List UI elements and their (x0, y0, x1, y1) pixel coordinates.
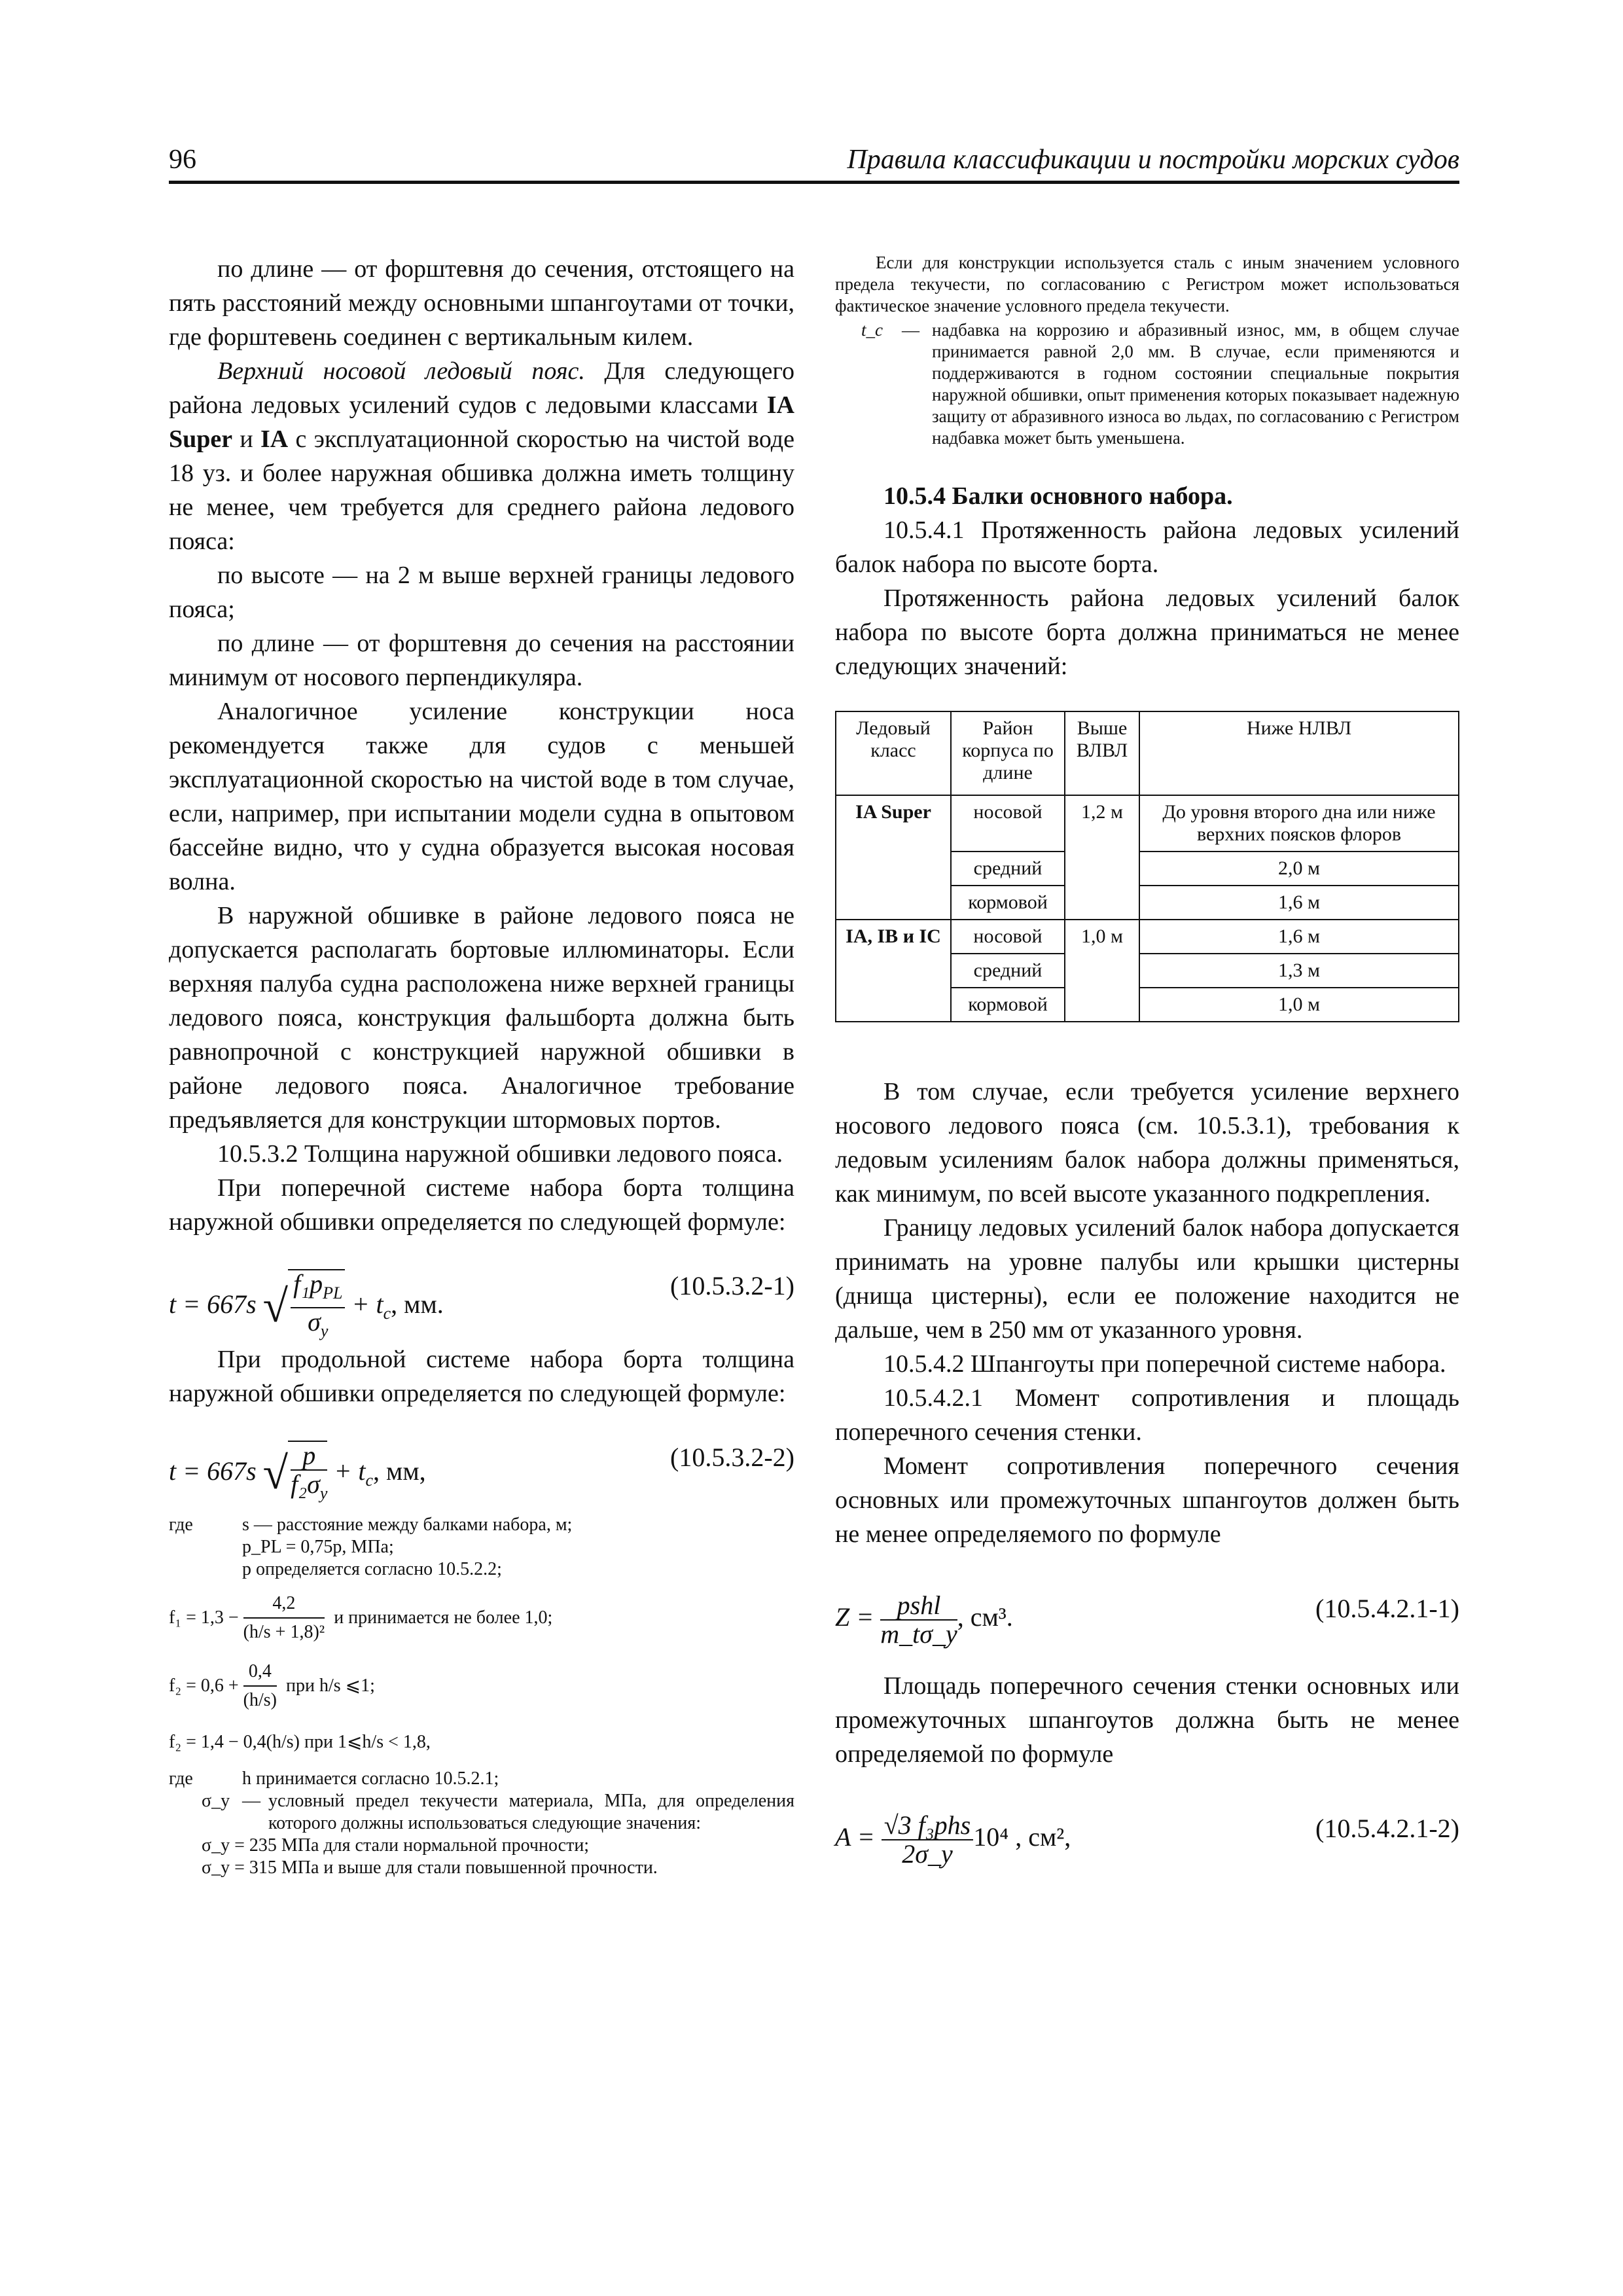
definition-row (169, 1835, 794, 1857)
definition: f₂ = 1,4 − 0,4(h/s) при 1⩽h/s < 1,8, (169, 1732, 431, 1752)
section-title: Толщина наружной обшивки ледового пояса. (298, 1140, 783, 1168)
fraction (291, 1270, 345, 1345)
text: σ (308, 1307, 321, 1336)
fraction (882, 1812, 974, 1868)
page-number: 96 (169, 145, 196, 175)
header-cell: Район корпуса по длине (951, 711, 1065, 795)
table-row (836, 920, 1459, 954)
where-label: где (169, 1515, 193, 1535)
formula-10-5-4-2-1-2 (835, 1797, 1459, 1869)
paragraph (169, 354, 794, 558)
page-header (169, 144, 1459, 184)
numerator (291, 1270, 345, 1308)
section-heading (835, 1347, 1459, 1381)
definition-row (169, 1558, 794, 1581)
above-cell: 1,2 м (1065, 795, 1139, 920)
denominator: 2σ_y (902, 1839, 953, 1869)
formula-lhs: t = 667s (169, 1456, 257, 1486)
paragraph: по длине — от форштевня до сечения на расстоянии минимум от носового перпендикуляра. (169, 630, 794, 691)
formula-10-5-4-2-1-1 (835, 1577, 1459, 1649)
section-heading (835, 513, 1459, 581)
below-cell: 1,6 м (1139, 886, 1459, 920)
text: с эксплуатационной скоростью на чистой воде 18 уз. и более наружная обшивка должна иметь толщину не менее, чем требуется для среднего района ледового пояса: (169, 425, 794, 555)
subscript: PL (323, 1283, 343, 1302)
definition: σ_y = 235 МПа для стали нормальной прочности; (202, 1835, 590, 1856)
fraction (880, 1592, 957, 1648)
below-cell: 1,3 м (1139, 954, 1459, 988)
text: + t (351, 1289, 383, 1319)
symbol: σ_y (202, 1791, 230, 1811)
region-cell: носовой (951, 795, 1065, 852)
section-number: 10.5.4.2.1 (883, 1384, 983, 1412)
formula-lhs: A = (835, 1822, 875, 1852)
denominator: (h/s + 1,8)² (243, 1622, 325, 1642)
definition-row (169, 1768, 794, 1790)
where-label: где (169, 1768, 193, 1789)
table-header-row (836, 711, 1459, 795)
formula-10-5-3-2-2 (169, 1426, 794, 1503)
unit: , мм, (373, 1456, 426, 1486)
text: f₁p (293, 1269, 323, 1299)
header-cell: Ниже НЛВЛ (1139, 711, 1459, 795)
below-cell: 1,0 м (1139, 988, 1459, 1022)
definition: надбавка на коррозию и абразивный износ, мм, в общем случае принимается равной 2,0 мм. В случае, если применяются и поддерживаются в годном состоянии специальные покрытия наружной обшивки, опыт применения которых показывает надежную защиту от абразивного износа во льдах, по согласованию с Регистром надбавка может быть уменьшена. (932, 320, 1459, 448)
paragraph: В том случае, если требуется усиление верхнего носового ледового пояса (см. 10.5.3.1), требования к ледовым усилениям балок набора должны применяться, как минимум, по всей высоте указанного подкрепления. (835, 1078, 1459, 1208)
ice-class: IA (260, 425, 289, 453)
text: f₂ = 0,6 + (169, 1676, 239, 1696)
paragraph: При поперечной системе набора борта толщина наружной обшивки определяется по следующей формуле: (169, 1174, 794, 1236)
formula-body (835, 1812, 1071, 1868)
text: и (232, 425, 261, 453)
section-number: 10.5.3.2 (217, 1140, 298, 1168)
definition: условный предел текучести материала, МПа, для определения которого должны использоваться следующие значения: (268, 1791, 794, 1833)
section-title: Момент сопротивления и площадь поперечного сечения стенки. (835, 1384, 1459, 1446)
dash: — (902, 320, 919, 340)
text: и принимается не более 1,0; (334, 1607, 553, 1628)
numerator: 4,2 (243, 1590, 325, 1619)
definition: σ_y = 315 МПа и выше для стали повышенной прочности. (202, 1857, 658, 1878)
formula-body (169, 1269, 444, 1345)
numerator: p (291, 1442, 327, 1471)
section-heading (169, 1137, 794, 1171)
running-title: Правила классификации и постройки морских судов (847, 145, 1459, 175)
italic-heading: Верхний носовой ледовый пояс. (217, 357, 585, 385)
denominator (291, 1308, 345, 1345)
radicand (288, 1269, 345, 1345)
region-cell: носовой (951, 920, 1065, 954)
text: при h/s ⩽1; (286, 1676, 375, 1696)
subscript: y (319, 1484, 328, 1503)
region-cell: кормовой (951, 988, 1065, 1022)
paragraph: В наружной обшивке в районе ледового пояса не допускается располагать бортовые иллюминаторы. Если верхняя палуба судна расположена ниже верхней границы ледового пояса, конструкция фальшборта должна быть равнопрочной с конструкцией наружной обшивки в районе ледового пояса. Аналогичное требование предъявляется для конструкции штормовых портов. (169, 902, 794, 1134)
subscript: c (383, 1304, 391, 1323)
table-row (836, 795, 1459, 852)
numerator: 0,4 (243, 1658, 277, 1687)
definition-row (169, 1731, 794, 1753)
note-block (835, 252, 1459, 449)
formula-body (169, 1441, 426, 1507)
paragraph: Площадь поперечного сечения стенки основных или промежуточных шпангоутов должна быть не менее определяемой по формуле (835, 1672, 1459, 1768)
definition: p_PL = 0,75p, МПа; (242, 1537, 394, 1557)
section-title: Шпангоуты при поперечной системе набора. (964, 1350, 1446, 1378)
text: f₁ = 1,3 − (169, 1607, 239, 1628)
section-number: 10.5.4.2 (883, 1350, 965, 1378)
fraction (291, 1442, 327, 1507)
definition: s — расстояние между балками набора, м; (242, 1515, 573, 1535)
paragraph: Границу ледовых усилений балок набора допускается принимать на уровне палубы или крышки цистерны (днища цистерны), если ее положение находится не дальше, чем в 250 мм от указанного уровня. (835, 1214, 1459, 1344)
region-cell: средний (951, 954, 1065, 988)
paragraph: Аналогичное усиление конструкции носа рекомендуется также для судов с меньшей эксплуатационной скоростью на чистой воде в том случае, если, например, при испытании модели судна в опытовом бассейне видно, что у судна образуется высокая носовая волна. (169, 698, 794, 895)
radicand (288, 1441, 327, 1507)
paragraph: по высоте — на 2 м выше верхней границы ледового пояса; (169, 562, 794, 623)
definition-row (169, 1590, 794, 1646)
formula-number: (10.5.3.2-1) (670, 1271, 794, 1300)
definition-row (169, 1658, 794, 1714)
unit: , мм. (391, 1289, 444, 1319)
formula-number: (10.5.3.2-2) (670, 1443, 794, 1472)
section-number: 10.5.4.1 (883, 516, 965, 544)
header-cell: Ледовый класс (836, 711, 951, 795)
denominator: m_tσ_y (880, 1619, 957, 1649)
formula-10-5-3-2-1 (169, 1255, 794, 1340)
paragraph: При продольной системе набора борта толщина наружной обшивки определяется по следующей формуле: (169, 1346, 794, 1407)
section-number: 10.5.4 (883, 482, 946, 510)
variable-definitions (169, 1514, 794, 1879)
text: Для следующего района ледовых усилений судов с ледовыми классами (169, 357, 794, 419)
fraction (243, 1590, 325, 1646)
right-column (835, 252, 1459, 1885)
below-cell: 1,6 м (1139, 920, 1459, 954)
definition: h принимается согласно 10.5.2.1; (242, 1768, 499, 1789)
note-paragraph: Если для конструкции используется сталь с иным значением условного предела текучести, по согласованию с Регистром может использоваться фактическое значение условного предела текучести. (835, 253, 1459, 315)
formula-number: (10.5.4.2.1-2) (1315, 1814, 1459, 1843)
denominator (291, 1471, 327, 1507)
formula-lhs: t = 667s (169, 1289, 257, 1319)
section-title: Балки основного набора. (946, 482, 1233, 510)
text: + t (334, 1456, 366, 1486)
definition-row (169, 1536, 794, 1558)
class-cell: IA Super (836, 795, 951, 920)
paragraph: Протяженность района ледовых усилений балок набора по высоте борта должна приниматься не менее следующих значений: (835, 584, 1459, 680)
formula-number: (10.5.4.2.1-1) (1315, 1594, 1459, 1623)
region-cell: кормовой (951, 886, 1065, 920)
subscript: y (320, 1321, 329, 1340)
formula-body (835, 1592, 1013, 1648)
header-cell: Выше ВЛВЛ (1065, 711, 1139, 795)
region-cell: средний (951, 852, 1065, 886)
unit: 10⁴ , см², (973, 1822, 1071, 1852)
radical-sign: √ (262, 1282, 289, 1332)
section-heading (835, 1381, 1459, 1449)
left-column (169, 252, 794, 1879)
definition-row: σ_y — условный предел текучести материала, МПа, для определения которого должны использоваться следующие значения: (169, 1790, 794, 1835)
class-cell: IA, IB и IC (836, 920, 951, 1022)
ice-class: IA Super (169, 391, 794, 453)
definition-row (169, 1857, 794, 1879)
unit: , см³. (957, 1602, 1013, 1632)
numerator: pshl (880, 1592, 957, 1621)
paragraph: Момент сопротивления поперечного сечения основных или промежуточных шпангоутов должен быть не менее определяемого по формуле (835, 1452, 1459, 1548)
numerator: √3 f₃phs (882, 1812, 974, 1840)
text: f₂σ (291, 1469, 320, 1499)
note-definition (835, 319, 1459, 449)
ice-strengthening-table (835, 711, 1459, 1022)
symbol: t_c (861, 320, 883, 340)
subscript: c (365, 1471, 374, 1490)
section-title: Протяженность района ледовых усилений балок набора по высоте борта. (835, 516, 1459, 578)
above-cell: 1,0 м (1065, 920, 1139, 1022)
definition-row (169, 1514, 794, 1536)
below-cell: 2,0 м (1139, 852, 1459, 886)
definition: p определяется согласно 10.5.2.2; (242, 1559, 502, 1579)
below-cell: До уровня второго дна или ниже верхних поясков флоров (1139, 795, 1459, 852)
paragraph: по длине — от форштевня до сечения, отстоящего на пять расстояний между основными шпангоутами от точки, где форштевень соединен с вертикальным килем. (169, 255, 794, 351)
formula-lhs: Z = (835, 1602, 874, 1632)
fraction (243, 1658, 277, 1714)
denominator: (h/s) (243, 1690, 277, 1710)
section-heading (835, 479, 1459, 513)
radical-sign: √ (262, 1448, 289, 1499)
